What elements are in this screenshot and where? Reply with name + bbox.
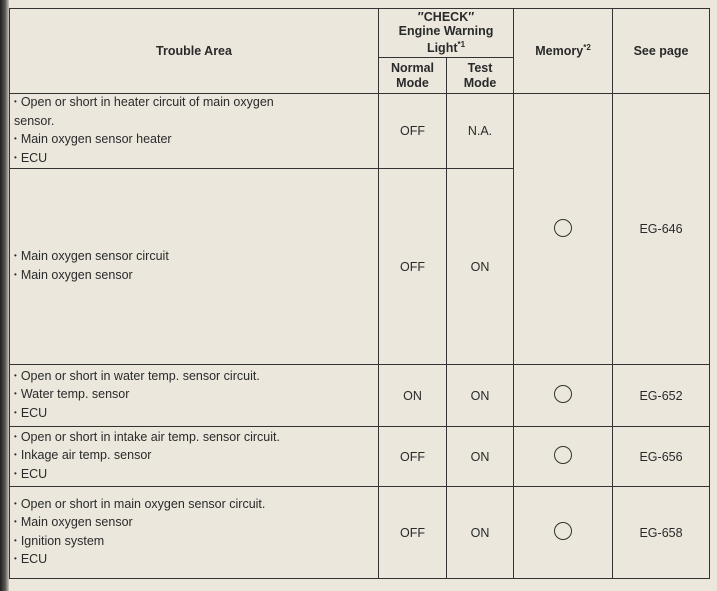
trouble-item: • ECU bbox=[14, 466, 372, 485]
header-check-light bbox=[379, 9, 514, 58]
diagnostic-code-table bbox=[9, 8, 710, 579]
test-mode-value: ON bbox=[447, 427, 514, 487]
trouble-item: • Open or short in intake air temp. sensor circuit. bbox=[14, 429, 372, 448]
header-test-mode bbox=[447, 58, 514, 94]
table-row bbox=[10, 487, 710, 579]
trouble-item: • Open or short in heater circuit of main oxygen bbox=[14, 94, 372, 113]
see-page-value: EG-652 bbox=[613, 365, 710, 427]
page-binding-edge bbox=[0, 0, 9, 591]
normal-mode-value: OFF bbox=[379, 94, 447, 169]
memory-circle-icon bbox=[554, 522, 572, 540]
check-footnote: *1 bbox=[457, 40, 466, 50]
table-row bbox=[10, 427, 710, 487]
test-mode-value: ON bbox=[447, 487, 514, 579]
engine-warning-label: Engine Warning bbox=[398, 24, 494, 39]
memory-cell bbox=[514, 427, 613, 487]
test-label: Test bbox=[467, 60, 493, 75]
trouble-item: • Main oxygen sensor heater bbox=[14, 131, 372, 150]
trouble-area-cell bbox=[10, 94, 379, 169]
memory-circle-icon bbox=[554, 446, 572, 464]
normal-label: Normal bbox=[390, 60, 435, 75]
header-memory bbox=[514, 9, 613, 94]
normal-mode-value: ON bbox=[379, 365, 447, 427]
table-row bbox=[10, 365, 710, 427]
trouble-area-cell bbox=[10, 169, 379, 365]
trouble-area-cell bbox=[10, 365, 379, 427]
trouble-item: • Water temp. sensor bbox=[14, 386, 372, 405]
trouble-item: • ECU bbox=[14, 150, 372, 169]
trouble-item: • Open or short in water temp. sensor circuit. bbox=[14, 368, 372, 387]
normal-mode-label: Mode bbox=[396, 75, 429, 90]
memory-circle-icon bbox=[554, 385, 572, 403]
trouble-item: • Inkage air temp. sensor bbox=[14, 447, 372, 466]
see-page-value: EG-656 bbox=[613, 427, 710, 487]
trouble-item: • Ignition system bbox=[14, 533, 372, 552]
memory-circle-icon bbox=[554, 219, 572, 237]
light-label: Light bbox=[426, 41, 458, 56]
trouble-item: • Open or short in main oxygen sensor circuit. bbox=[14, 496, 372, 515]
trouble-item: sensor. bbox=[14, 113, 55, 128]
memory-cell bbox=[514, 487, 613, 579]
table-row bbox=[10, 94, 710, 169]
test-mode-value: ON bbox=[447, 169, 514, 365]
see-page-value: EG-658 bbox=[613, 487, 710, 579]
trouble-area-cell bbox=[10, 427, 379, 487]
memory-footnote: *2 bbox=[583, 43, 591, 53]
trouble-area-cell bbox=[10, 487, 379, 579]
memory-label: Memory bbox=[535, 44, 584, 59]
header-normal-mode bbox=[379, 58, 447, 94]
check-label: ″CHECK″ bbox=[417, 10, 475, 25]
see-page-value: EG-646 bbox=[613, 94, 710, 365]
trouble-item: • Main oxygen sensor bbox=[14, 514, 372, 533]
trouble-item: • ECU bbox=[14, 405, 372, 424]
test-mode-value: N.A. bbox=[447, 94, 514, 169]
header-see-page: See page bbox=[613, 9, 710, 94]
test-mode-value: ON bbox=[447, 365, 514, 427]
trouble-item: • Main oxygen sensor circuit bbox=[14, 248, 372, 267]
memory-cell bbox=[514, 365, 613, 427]
normal-mode-value: OFF bbox=[379, 427, 447, 487]
normal-mode-value: OFF bbox=[379, 169, 447, 365]
trouble-item: • ECU bbox=[14, 551, 372, 570]
memory-cell bbox=[514, 94, 613, 365]
normal-mode-value: OFF bbox=[379, 487, 447, 579]
trouble-item: • Main oxygen sensor bbox=[14, 267, 372, 286]
test-mode-label: Mode bbox=[463, 75, 497, 90]
header-trouble-area: Trouble Area bbox=[10, 9, 379, 94]
